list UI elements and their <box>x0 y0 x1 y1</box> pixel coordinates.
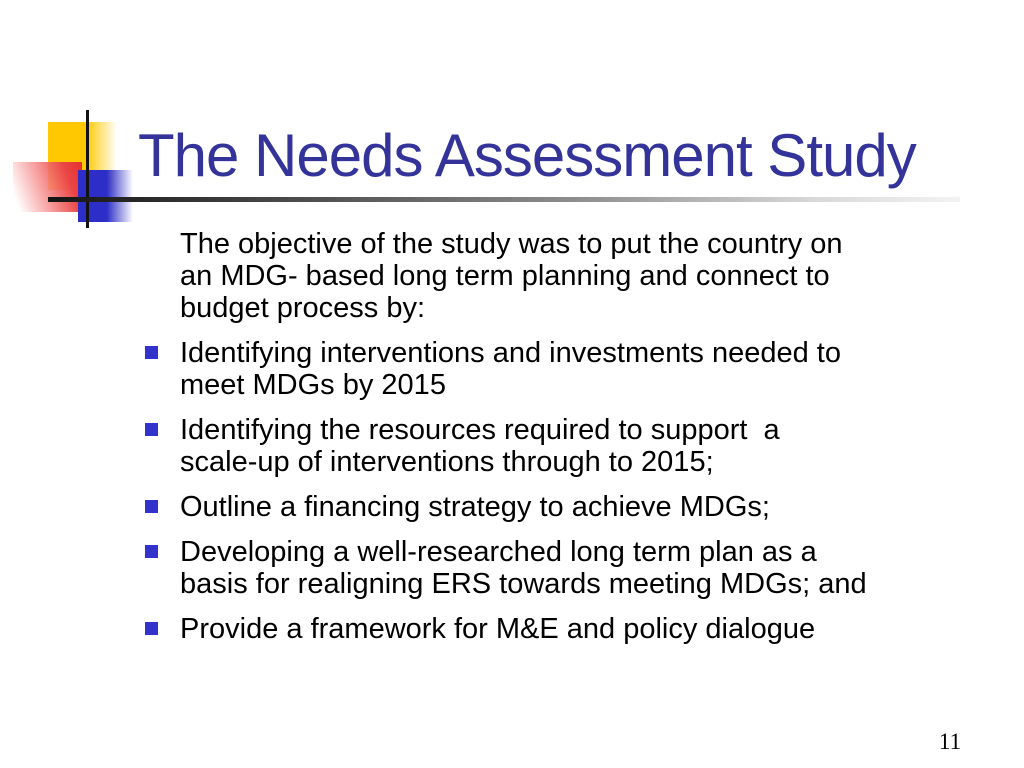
bullet-item <box>145 337 1007 401</box>
bullet-item <box>145 414 1007 478</box>
bullet-square-icon <box>145 545 158 558</box>
slide-body <box>145 228 1007 645</box>
slide-title: The Needs Assessment Study <box>138 122 916 189</box>
paragraph-text: Developing a well-researched long term plan as a basis for realigning ERS towards meeting MDGs; and <box>180 536 867 600</box>
bullet-square-icon <box>145 500 158 513</box>
paragraph-text: Identifying the resources required to support a scale-up of interventions through to 2015; <box>180 414 780 478</box>
bullet-square-icon <box>145 346 158 359</box>
page-number: 11 <box>938 729 962 754</box>
paragraph-text: Identifying interventions and investments needed to meet MDGs by 2015 <box>180 337 841 401</box>
bullet-square-icon <box>145 622 158 635</box>
bullet-item <box>145 613 1007 645</box>
paragraph-text: Outline a financing strategy to achieve MDGs; <box>180 491 770 523</box>
bullet-square-icon <box>145 423 158 436</box>
bullet-item <box>145 491 1007 523</box>
paragraph-text: The objective of the study was to put the country on an MDG- based long term planning and connect to budget process by: <box>180 228 843 324</box>
decoration-red-square <box>13 162 82 212</box>
paragraph-text: Provide a framework for M&E and policy dialogue <box>180 613 816 645</box>
decoration-vertical-line <box>86 110 89 228</box>
bullet-item <box>145 536 1007 600</box>
intro-paragraph <box>145 228 1007 324</box>
title-underline-rule <box>48 197 960 202</box>
